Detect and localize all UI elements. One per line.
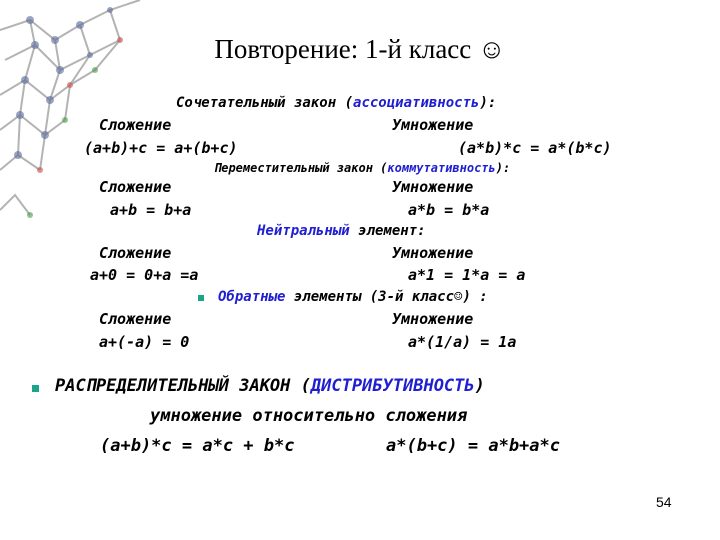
assoc-heading: Сочетательный закон (ассоциативность):	[176, 95, 497, 111]
inverse-label-add: Сложение	[99, 310, 172, 328]
distrib-bullet	[32, 385, 39, 392]
neutral-heading: Нейтральный элемент:	[257, 223, 426, 239]
distrib-formula-right: a*(b+c) = a*b+a*c	[386, 436, 560, 456]
inverse-bullet	[198, 295, 204, 301]
neutral-term: Нейтральный	[257, 223, 350, 239]
inverse-label-mul: Умножение	[392, 310, 474, 328]
assoc-term: ассоциативность	[353, 95, 480, 111]
neutral-formula-mul: a*1 = 1*a = a	[408, 266, 526, 284]
assoc-formula-mul: (a*b)*c = a*(b*c)	[458, 139, 612, 157]
neutral-label-mul: Умножение	[392, 244, 474, 262]
distrib-formula-left: (a+b)*c = a*c + b*c	[100, 436, 295, 456]
commut-label-add: Сложение	[99, 178, 172, 196]
distrib-heading: РАСПРЕДЕЛИТЕЛЬНЫЙ ЗАКОН (ДИСТРИБУТИВНОСТЬ)	[55, 376, 485, 396]
assoc-label-mul: Умножение	[392, 116, 474, 134]
commut-formula-add: a+b = b+a	[110, 201, 192, 219]
inverse-term: Обратные	[218, 289, 286, 305]
commut-term: коммутативность	[387, 161, 496, 175]
assoc-formula-add: (a+b)+c = a+(b+c)	[84, 139, 238, 157]
neutral-formula-add: a+0 = 0+a =a	[90, 266, 199, 284]
neutral-label-add: Сложение	[99, 244, 172, 262]
distrib-term: ДИСТРИБУТИВНОСТЬ	[310, 376, 475, 396]
commut-heading: Переместительный закон (коммутативность):	[214, 161, 511, 175]
assoc-label-add: Сложение	[99, 116, 172, 134]
slide-title: Повторение: 1-й класс ☺	[214, 34, 506, 64]
distrib-line2: умножение относительно сложения	[150, 406, 468, 426]
commut-label-mul: Умножение	[392, 178, 474, 196]
inverse-heading: Обратные элементы (3-й класс☺) :	[218, 289, 488, 305]
page-number: 54	[656, 494, 672, 510]
inverse-formula-mul: a*(1/a) = 1a	[408, 333, 517, 351]
commut-formula-mul: a*b = b*a	[408, 201, 490, 219]
inverse-formula-add: a+(-a) = 0	[99, 333, 190, 351]
